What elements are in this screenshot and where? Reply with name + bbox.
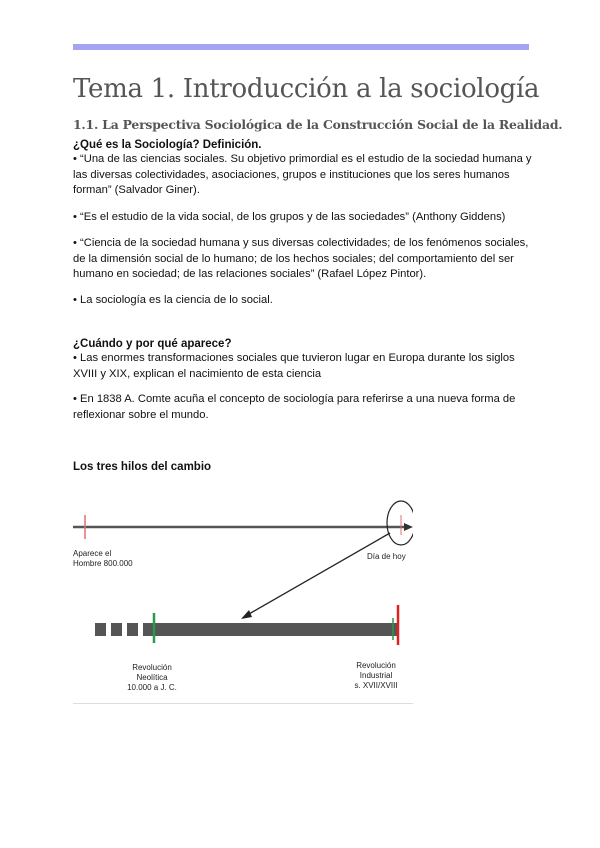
timeline-diagram	[73, 493, 413, 703]
neolithic-label-line-2: Neolítica	[136, 673, 168, 682]
bar-segment-2	[111, 623, 122, 636]
start-label-line-2: Hombre 800.000	[73, 559, 133, 568]
section-subtitle: 1.1. La Perspectiva Sociológica de la Construcción Social de la Realidad.	[73, 117, 563, 132]
start-label-line-1: Aparece el	[73, 549, 112, 558]
today-label: Día de hoy	[367, 552, 406, 561]
neolithic-label-line-3: 10.000 a J. C.	[127, 683, 177, 692]
bar-segment-1	[95, 623, 106, 636]
zoom-arrow-line	[249, 533, 390, 614]
origin-paragraph-1: • Las enormes transformaciones sociales que tuvieron lugar en Europa durante los siglos XVIII y XIX, explican el nacimiento de esta ciencia	[73, 352, 515, 380]
definition-paragraph-4: • La sociología es la ciencia de lo social.	[73, 294, 273, 306]
today-highlight-circle	[387, 501, 413, 545]
origin-paragraph-2: • En 1838 A. Comte acuña el concepto de sociología para referirse a una nueva forma de reflexionar sobre el mundo.	[73, 393, 516, 421]
definition-heading: ¿Qué es la Sociología? Definición.	[73, 139, 262, 151]
industrial-label-line-1: Revolución	[356, 661, 396, 670]
neolithic-label-line-1: Revolución	[132, 663, 172, 672]
diagram-bottom-border	[73, 703, 413, 704]
bar-segment-3	[127, 623, 138, 636]
origin-heading: ¿Cuándo y por qué aparece?	[73, 338, 232, 350]
timeline-arrowhead	[404, 523, 413, 531]
industrial-label-line-3: s. XVII/XVIII	[354, 681, 398, 690]
history-bar	[143, 623, 399, 636]
top-accent-bar	[73, 44, 529, 50]
page-title: Tema 1. Introducción a la sociología	[73, 74, 540, 104]
definition-paragraph-2: • “Es el estudio de la vida social, de los grupos y de las sociedades” (Anthony Giddens)	[73, 211, 506, 223]
industrial-label-line-2: Industrial	[359, 671, 393, 680]
definition-paragraph-3: • “Ciencia de la sociedad humana y sus diversas colectividades; de los fenómenos sociales, de la dimensión social de lo humano; de los hechos sociales; del comportamiento del ser humano en sociedad; de las relaciones sociales” (Rafael López Pintor).	[73, 237, 529, 280]
definition-paragraph-1: • “Una de las ciencias sociales. Su objetivo primordial es el estudio de la sociedad humana y las diversas colectividades, asociaciones, grupos e instituciones que los seres humanos forman” (Salvador Giner).	[73, 153, 532, 196]
zoom-arrowhead	[241, 610, 252, 619]
change-threads-heading: Los tres hilos del cambio	[73, 461, 212, 473]
